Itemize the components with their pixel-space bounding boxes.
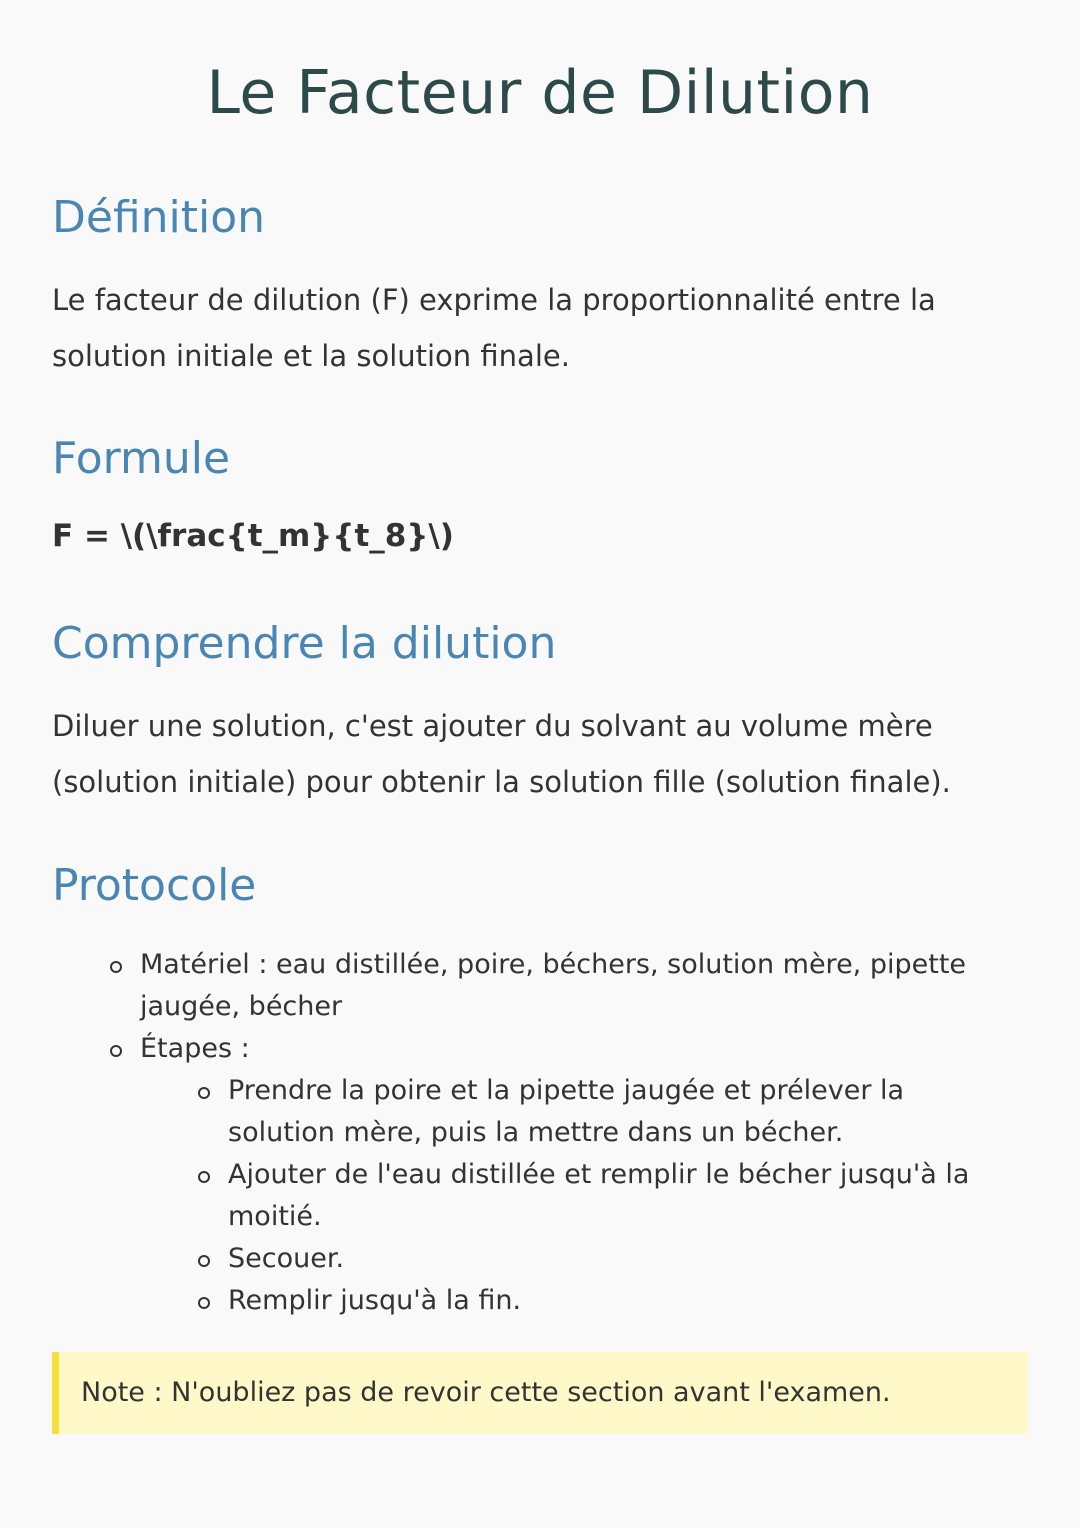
list-item: Secouer. (198, 1238, 1010, 1280)
note-callout: Note : N'oubliez pas de revoir cette section avant l'examen. (52, 1352, 1028, 1434)
page-title: Le Facteur de Dilution (206, 58, 874, 128)
list-item: Ajouter de l'eau distillée et remplir le bécher jusqu'à la moitié. (198, 1154, 1010, 1238)
comprendre-text: Diluer une solution, c'est ajouter du solvant au volume mère (solution initiale) pour obtenir la solution fille (solution finale). (52, 709, 951, 799)
materiel-text: Matériel : eau distillée, poire, béchers, solution mère, pipette jaugée, bécher (140, 949, 967, 1022)
definition-heading: Définition (52, 192, 266, 243)
protocole-list (110, 944, 1010, 1322)
list-item: Prendre la poire et la pipette jaugée et prélever la solution mère, puis la mettre dans un bécher. (198, 1070, 1010, 1154)
definition-text: Le facteur de dilution (F) exprime la proportionnalité entre la solution initiale et la solution finale. (52, 283, 936, 373)
formula: F = \(\frac{t_m}{t_8}\) (52, 518, 454, 554)
etapes-label: Étapes : (140, 1033, 250, 1064)
formule-heading: Formule (52, 433, 231, 484)
etapes-list (198, 1070, 1010, 1322)
comprendre-heading: Comprendre la dilution (52, 618, 557, 669)
list-item: Remplir jusqu'à la fin. (198, 1280, 1010, 1322)
protocole-heading: Protocole (52, 860, 257, 911)
list-item-materiel (110, 944, 1010, 1028)
list-item-etapes (110, 1028, 1010, 1322)
